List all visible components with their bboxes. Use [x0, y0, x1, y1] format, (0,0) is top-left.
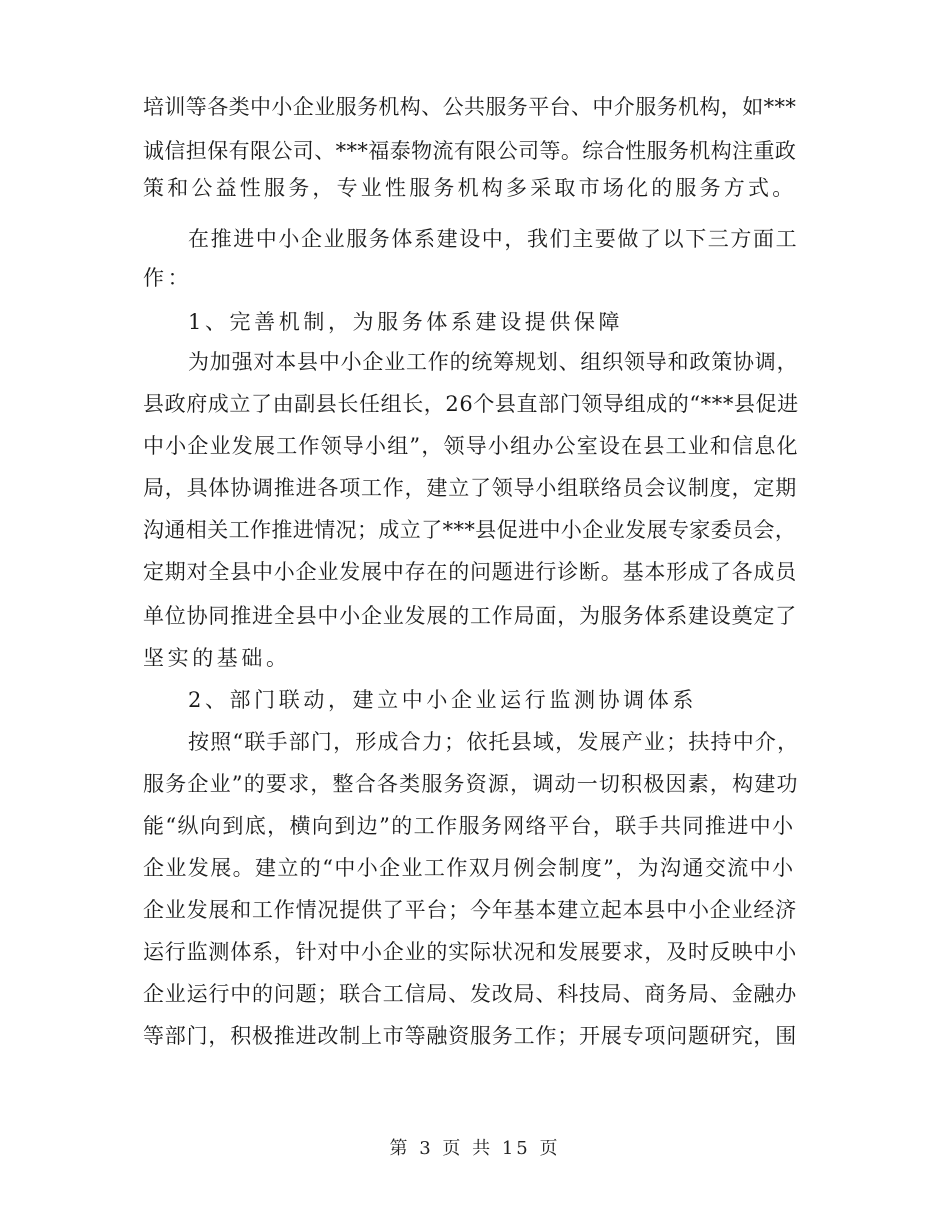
text-line: 作：: [143, 266, 193, 290]
text-line: 定期对全县中小企业发展中存在的问题进行诊断。基本形成了各成员: [143, 560, 797, 584]
section-heading: 1、完善机制，为服务体系建设提供保障: [188, 310, 624, 334]
text-line: 能“纵向到底，横向到边”的工作服务网络平台，联手共同推进中小: [143, 814, 795, 838]
paragraph-start: 为加强对本县中小企业工作的统筹规划、组织领导和政策协调，: [188, 350, 799, 374]
text-line: 单位协同推进全县中小企业发展的工作局面，为服务体系建设奠定了: [143, 604, 797, 628]
text-line: 策和公益性服务，专业性服务机构多采取市场化的服务方式。: [143, 176, 797, 200]
paragraph-start: 按照“联手部门，形成合力；依托县域，发展产业；扶持中介，: [188, 730, 800, 754]
text-line: 等部门，积极推进改制上市等融资服务工作；开展专项问题研究，围: [143, 1024, 797, 1048]
section-heading: 2、部门联动，建立中小企业运行监测协调体系: [188, 688, 697, 712]
paragraph-start: 在推进中小企业服务体系建设中，我们主要做了以下三方面工: [188, 227, 799, 251]
text-line: 诚信担保有限公司、***福泰物流有限公司等。综合性服务机构注重政: [143, 139, 797, 163]
text-line: 局，具体协调推进各项工作，建立了领导小组联络员会议制度，定期: [143, 476, 797, 500]
text-line: 企业发展。建立的“中小企业工作双月例会制度”，为沟通交流中小: [143, 856, 795, 880]
text-line: 沟通相关工作推进情况；成立了***县促进中小企业发展专家委员会，: [143, 518, 797, 542]
text-line: 服务企业”的要求，整合各类服务资源，调动一切积极因素，构建功: [143, 772, 799, 796]
text-line: 运行监测体系，针对中小企业的实际状况和发展要求，及时反映中小: [143, 940, 797, 964]
page-number-footer: 第 3 页 共 15 页: [389, 1138, 561, 1159]
text-line: 县政府成立了由副县长任组长，26个县直部门领导组成的“***县促进: [143, 392, 799, 416]
text-line: 企业发展和工作情况提供了平台；今年基本建立起本县中小企业经济: [143, 898, 797, 922]
text-line: 培训等各类中小企业服务机构、公共服务平台、中介服务机构，如***: [143, 95, 797, 119]
text-line: 中小企业发展工作领导小组”，领导小组办公室设在县工业和信息化: [143, 434, 799, 458]
text-line: 企业运行中的问题；联合工信局、发改局、科技局、商务局、金融办: [143, 982, 797, 1006]
text-line: 坚实的基础。: [143, 646, 291, 670]
